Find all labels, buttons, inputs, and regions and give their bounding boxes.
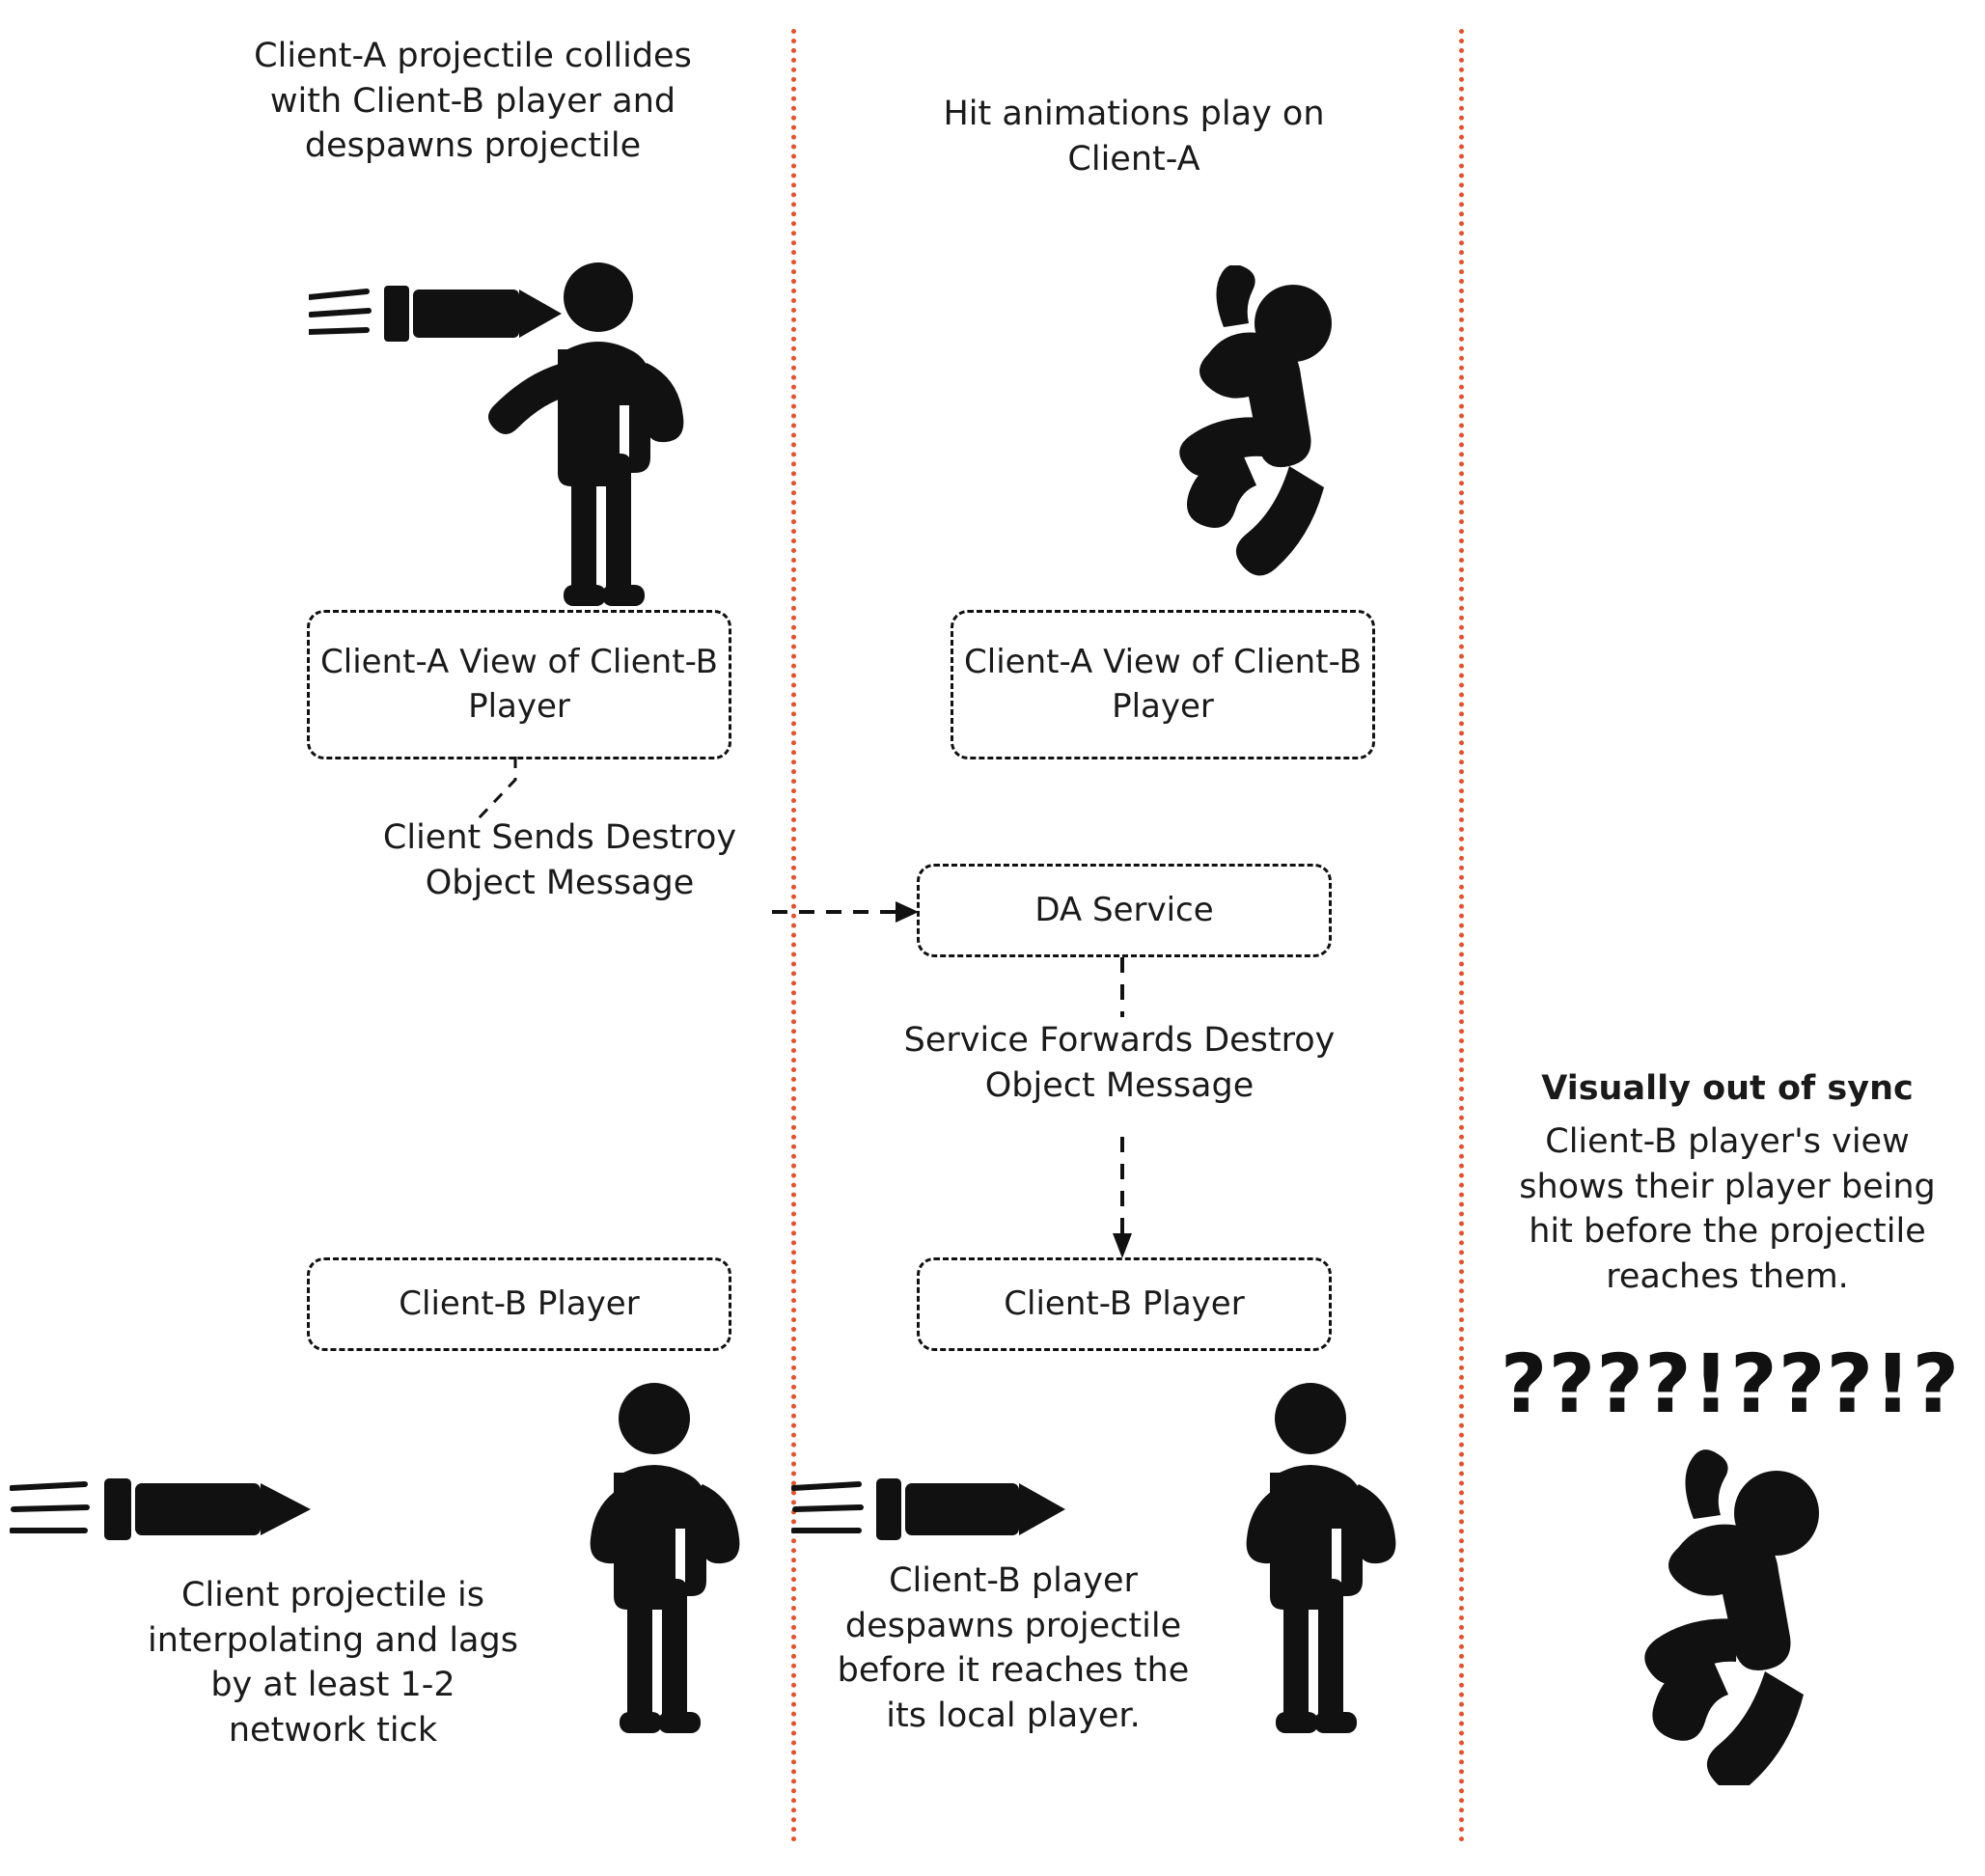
box-label: Client-B Player xyxy=(1004,1283,1245,1323)
arrow-client-to-service xyxy=(772,897,926,926)
caption-client-sends-destroy: Client Sends Destroy Object Message xyxy=(382,818,737,902)
box-client-a-view-of-b-2 xyxy=(951,610,1375,759)
question-marks-text: ????!???!? xyxy=(1500,1337,1961,1431)
caption-col1-bottom: Client projectile is interpolating and lags by at least 1-2 network tick xyxy=(148,1576,518,1750)
figure-falling-client-b-view xyxy=(1119,265,1390,584)
bullet-icon-2 xyxy=(791,1467,1110,1554)
box-client-b-player-1 xyxy=(307,1257,731,1351)
out-of-sync-title: Visually out of sync xyxy=(1541,1069,1914,1108)
column-divider-2 xyxy=(1459,29,1464,1843)
figure-standing-client-b-1 xyxy=(558,1380,751,1756)
box-label: Client-A View of Client-B Player xyxy=(320,642,718,726)
arrow-service-to-client-b xyxy=(1113,1137,1132,1262)
caption-col2-top: Hit animations play on Client-A xyxy=(943,95,1325,179)
figure-standing-client-b-2 xyxy=(1214,1380,1407,1756)
box-label: Client-B Player xyxy=(399,1283,640,1323)
column-divider-1 xyxy=(791,29,796,1843)
bullet-icon-1 xyxy=(10,1467,357,1554)
box-label: Client-A View of Client-B Player xyxy=(964,642,1362,726)
figure-shooter-client-a xyxy=(309,261,743,627)
arrow-service-down-1 xyxy=(1113,957,1132,1017)
box-label: DA Service xyxy=(1034,890,1214,929)
box-client-b-player-2 xyxy=(917,1257,1332,1351)
figure-falling-client-b xyxy=(1568,1438,1877,1785)
out-of-sync-body: Client-B player's view shows their player being hit before the projectile reaches them. xyxy=(1519,1122,1936,1296)
leader-line-client-sends xyxy=(473,757,560,824)
caption-service-forwards: Service Forwards Destroy Object Message xyxy=(903,1021,1336,1105)
caption-col1-top: Client-A projectile collides with Client-B player and despawns projectile xyxy=(254,37,692,166)
caption-col2-bottom: Client-B player despawns projectile before it reaches the its local player. xyxy=(837,1561,1190,1735)
box-da-service xyxy=(917,864,1332,957)
box-client-a-view-of-b-1 xyxy=(307,610,731,759)
